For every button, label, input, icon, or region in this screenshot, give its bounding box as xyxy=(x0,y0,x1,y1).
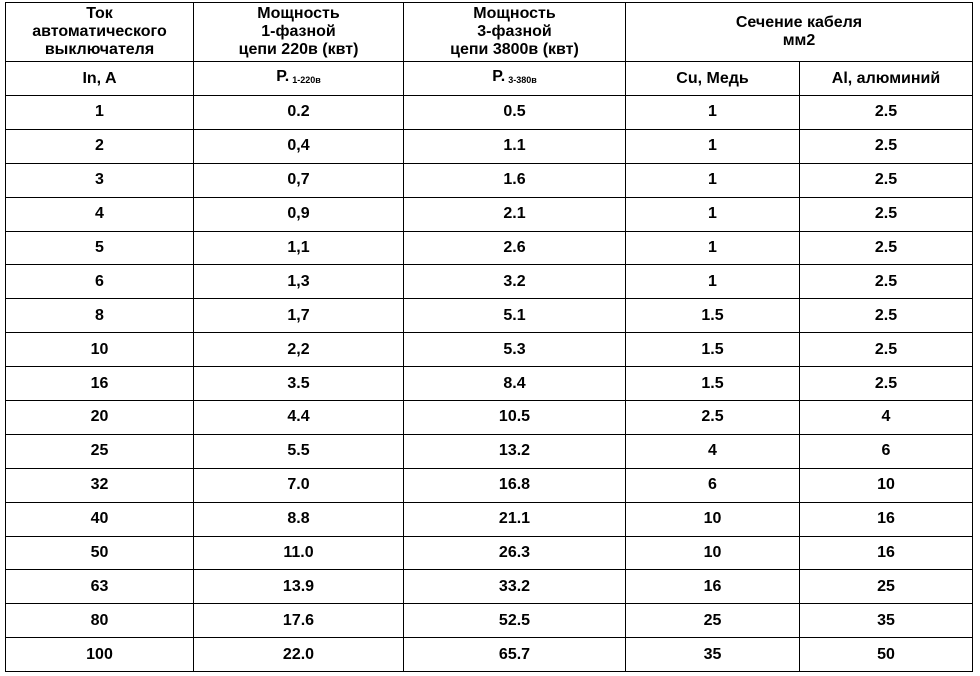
cell-breaker-current: 50 xyxy=(6,536,194,570)
cell-power-three-phase: 2.6 xyxy=(404,231,626,265)
cell-power-single-phase: 8.8 xyxy=(194,502,404,536)
table-row xyxy=(6,434,973,468)
cell-aluminum-section: 50 xyxy=(800,638,973,672)
cell-aluminum-section: 2.5 xyxy=(800,265,973,299)
cell-power-single-phase: 1,1 xyxy=(194,231,404,265)
cell-copper-section: 1 xyxy=(626,129,800,163)
table-row xyxy=(6,570,973,604)
cell-breaker-current: 80 xyxy=(6,604,194,638)
cell-power-three-phase: 0.5 xyxy=(404,96,626,130)
cell-breaker-current: 2 xyxy=(6,129,194,163)
cell-power-three-phase: 33.2 xyxy=(404,570,626,604)
cell-breaker-current: 5 xyxy=(6,231,194,265)
table-row xyxy=(6,367,973,401)
cell-power-single-phase: 0,7 xyxy=(194,163,404,197)
cell-power-three-phase: 1.1 xyxy=(404,129,626,163)
header-row xyxy=(6,3,973,62)
cell-breaker-current: 6 xyxy=(6,265,194,299)
cell-power-single-phase: 5.5 xyxy=(194,434,404,468)
cell-aluminum-section: 2.5 xyxy=(800,333,973,367)
cell-power-single-phase: 0.2 xyxy=(194,96,404,130)
table-row xyxy=(6,231,973,265)
cell-copper-section: 1 xyxy=(626,265,800,299)
cell-copper-section: 16 xyxy=(626,570,800,604)
cell-power-single-phase: 1,3 xyxy=(194,265,404,299)
cell-copper-section: 1 xyxy=(626,163,800,197)
cable-selection-table xyxy=(5,2,973,672)
table-row xyxy=(6,333,973,367)
cell-copper-section: 10 xyxy=(626,536,800,570)
table-body xyxy=(6,96,973,672)
cell-power-single-phase: 3.5 xyxy=(194,367,404,401)
cell-copper-section: 1.5 xyxy=(626,367,800,401)
cell-copper-section: 4 xyxy=(626,434,800,468)
cell-power-single-phase: 22.0 xyxy=(194,638,404,672)
cell-copper-section: 10 xyxy=(626,502,800,536)
cell-aluminum-section: 25 xyxy=(800,570,973,604)
cell-aluminum-section: 2.5 xyxy=(800,163,973,197)
subheader-breaker-current: In, A xyxy=(6,62,194,96)
cell-power-three-phase: 65.7 xyxy=(404,638,626,672)
cell-copper-section: 1 xyxy=(626,231,800,265)
cell-breaker-current: 1 xyxy=(6,96,194,130)
table-header xyxy=(6,3,973,96)
cell-copper-section: 1 xyxy=(626,197,800,231)
cell-power-three-phase: 8.4 xyxy=(404,367,626,401)
table-row xyxy=(6,502,973,536)
header-power-three-phase: Мощность 3-фазной цепи 3800в (квт) xyxy=(404,3,626,62)
cell-breaker-current: 40 xyxy=(6,502,194,536)
cell-breaker-current: 25 xyxy=(6,434,194,468)
cell-aluminum-section: 2.5 xyxy=(800,367,973,401)
cell-aluminum-section: 2.5 xyxy=(800,231,973,265)
cell-power-three-phase: 52.5 xyxy=(404,604,626,638)
cell-aluminum-section: 2.5 xyxy=(800,197,973,231)
cell-copper-section: 2.5 xyxy=(626,401,800,435)
cell-power-single-phase: 13.9 xyxy=(194,570,404,604)
cell-breaker-current: 16 xyxy=(6,367,194,401)
table-row xyxy=(6,163,973,197)
subheader-copper: Cu, Медь xyxy=(626,62,800,96)
cell-aluminum-section: 35 xyxy=(800,604,973,638)
cell-breaker-current: 32 xyxy=(6,468,194,502)
subheader-power-three-phase: P. $_{3-380в}$ xyxy=(404,62,626,96)
cell-power-single-phase: 17.6 xyxy=(194,604,404,638)
cell-copper-section: 25 xyxy=(626,604,800,638)
cell-copper-section: 1.5 xyxy=(626,333,800,367)
table-row xyxy=(6,638,973,672)
table-row xyxy=(6,197,973,231)
cell-power-single-phase: 7.0 xyxy=(194,468,404,502)
cell-breaker-current: 20 xyxy=(6,401,194,435)
cell-breaker-current: 4 xyxy=(6,197,194,231)
document-sheet xyxy=(5,2,973,672)
cell-power-three-phase: 21.1 xyxy=(404,502,626,536)
table-row xyxy=(6,468,973,502)
cell-aluminum-section: 4 xyxy=(800,401,973,435)
table-row xyxy=(6,265,973,299)
subheader-power-single-phase: P. $_{1-220в}$ xyxy=(194,62,404,96)
cell-power-single-phase: 0,9 xyxy=(194,197,404,231)
cell-power-three-phase: 26.3 xyxy=(404,536,626,570)
header-breaker-current: Ток автоматического выключателя xyxy=(6,3,194,62)
cell-aluminum-section: 10 xyxy=(800,468,973,502)
cell-copper-section: 1 xyxy=(626,96,800,130)
cell-aluminum-section: 2.5 xyxy=(800,129,973,163)
cell-power-three-phase: 1.6 xyxy=(404,163,626,197)
subheader-aluminum: Al, алюминий xyxy=(800,62,973,96)
cell-power-three-phase: 2.1 xyxy=(404,197,626,231)
table-row xyxy=(6,299,973,333)
cell-aluminum-section: 2.5 xyxy=(800,96,973,130)
header-cable-section: Сечение кабеля мм2 xyxy=(626,3,973,62)
cell-aluminum-section: 6 xyxy=(800,434,973,468)
cell-power-three-phase: 5.1 xyxy=(404,299,626,333)
cell-power-single-phase: 1,7 xyxy=(194,299,404,333)
cell-power-three-phase: 13.2 xyxy=(404,434,626,468)
table-row xyxy=(6,536,973,570)
cell-copper-section: 35 xyxy=(626,638,800,672)
cell-breaker-current: 100 xyxy=(6,638,194,672)
cell-aluminum-section: 2.5 xyxy=(800,299,973,333)
table-row xyxy=(6,96,973,130)
table-row xyxy=(6,401,973,435)
cell-breaker-current: 3 xyxy=(6,163,194,197)
cell-power-three-phase: 3.2 xyxy=(404,265,626,299)
header-power-single-phase: Мощность 1-фазной цепи 220в (квт) xyxy=(194,3,404,62)
cell-power-three-phase: 10.5 xyxy=(404,401,626,435)
table-row xyxy=(6,604,973,638)
table-row xyxy=(6,129,973,163)
subheader-row xyxy=(6,62,973,96)
cell-power-single-phase: 4.4 xyxy=(194,401,404,435)
cell-power-three-phase: 5.3 xyxy=(404,333,626,367)
cell-breaker-current: 10 xyxy=(6,333,194,367)
cell-breaker-current: 8 xyxy=(6,299,194,333)
cell-copper-section: 1.5 xyxy=(626,299,800,333)
cell-power-single-phase: 11.0 xyxy=(194,536,404,570)
cell-aluminum-section: 16 xyxy=(800,536,973,570)
cell-copper-section: 6 xyxy=(626,468,800,502)
cell-power-single-phase: 2,2 xyxy=(194,333,404,367)
cell-aluminum-section: 16 xyxy=(800,502,973,536)
cell-breaker-current: 63 xyxy=(6,570,194,604)
cell-power-three-phase: 16.8 xyxy=(404,468,626,502)
cell-power-single-phase: 0,4 xyxy=(194,129,404,163)
